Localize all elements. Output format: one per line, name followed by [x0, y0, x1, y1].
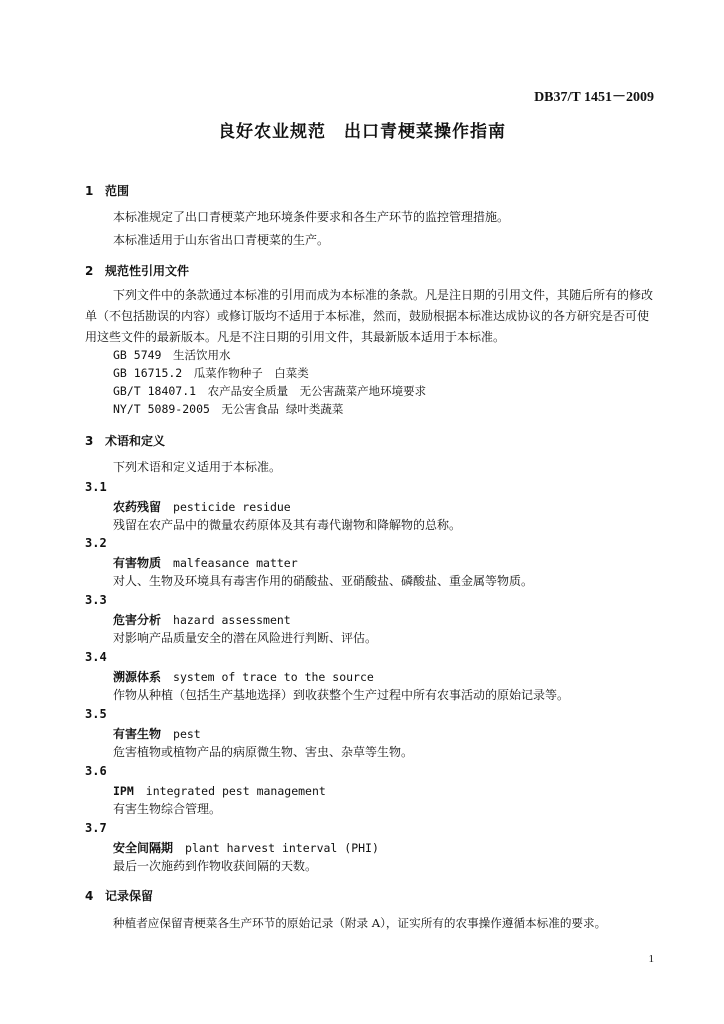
scope-paragraph-2: 本标准适用于山东省出口青梗菜的生产。 — [113, 233, 330, 247]
term-en: pesticide residue — [173, 500, 291, 514]
term-heading — [113, 611, 291, 628]
scope-paragraph-1: 本标准规定了出口青梗菜产地环境条件要求和各生产环节的监控管理措施。 — [113, 210, 510, 224]
section-title: 记录保留 — [105, 889, 154, 903]
term-en: system of trace to the source — [173, 670, 374, 684]
paragraph-text: 下列文件中的条款通过本标准的引用而成为本标准的条款。凡是注日期的引用文件，其随后所有的修改单（不包括勘误的内容）或修订版均不适用于本标准，然而，鼓励根据本标准达成协议的各方研究是否可使用这些文件的最新版本。凡是不注日期的引用文件，其最新版本适用于本标准。 — [85, 288, 654, 344]
reference-item: NY/T 5089-2005 无公害食品 绿叶类蔬菜 — [113, 402, 344, 416]
term-heading — [113, 554, 298, 571]
normative-references-paragraph — [85, 285, 657, 348]
document-title: 良好农业规范 出口青梗菜操作指南 — [218, 122, 506, 142]
section-4-heading — [85, 887, 153, 904]
section-title: 规范性引用文件 — [105, 264, 190, 278]
term-heading — [113, 782, 326, 799]
terms-intro: 下列术语和定义适用于本标准。 — [113, 460, 282, 474]
section-number: 4 — [85, 889, 94, 903]
term-number: 3.6 — [85, 764, 107, 778]
term-definition: 对影响产品质量安全的潜在风险进行判断、评估。 — [113, 631, 378, 645]
term-heading — [113, 668, 374, 685]
section-title: 术语和定义 — [105, 434, 166, 448]
term-definition: 作物从种植（包括生产基地选择）到收获整个生产过程中所有农事活动的原始记录等。 — [113, 688, 570, 702]
term-definition: 危害植物或植物产品的病原微生物、害虫、杂草等生物。 — [113, 745, 414, 759]
reference-item: GB 16715.2 瓜菜作物种子 白菜类 — [113, 366, 309, 380]
page-number: 1 — [648, 953, 654, 965]
term-heading — [113, 498, 291, 515]
term-zh: IPM — [113, 784, 134, 798]
term-number: 3.7 — [85, 821, 107, 835]
term-number: 3.2 — [85, 536, 107, 550]
term-zh: 有害物质 — [113, 556, 162, 570]
term-number: 3.4 — [85, 650, 107, 664]
term-zh: 有害生物 — [113, 727, 162, 741]
term-zh: 农药残留 — [113, 500, 162, 514]
reference-item: GB 5749 生活饮用水 — [113, 348, 231, 362]
term-definition: 残留在农产品中的微量农药原体及其有毒代谢物和降解物的总称。 — [113, 518, 462, 532]
term-en: plant harvest interval (PHI) — [185, 841, 379, 855]
term-zh: 溯源体系 — [113, 670, 162, 684]
term-definition: 对人、生物及环境具有毒害作用的硝酸盐、亚硝酸盐、磷酸盐、重金属等物质。 — [113, 574, 534, 588]
section-title: 范围 — [105, 184, 130, 198]
term-heading — [113, 839, 379, 856]
section-number: 3 — [85, 434, 94, 448]
term-definition: 有害生物综合管理。 — [113, 802, 222, 816]
section-number: 1 — [85, 184, 94, 198]
term-en: integrated pest management — [145, 784, 326, 798]
term-number: 3.1 — [85, 480, 107, 494]
section-3-heading — [85, 432, 165, 449]
section-2-heading — [85, 262, 189, 279]
term-zh: 安全间隔期 — [113, 841, 174, 855]
term-heading — [113, 725, 201, 742]
term-number: 3.3 — [85, 593, 107, 607]
term-definition: 最后一次施药到作物收获间隔的天数。 — [113, 859, 318, 873]
standard-code: DB37/T 1451－2009 — [534, 90, 654, 105]
term-en: malfeasance matter — [173, 556, 298, 570]
term-en: pest — [173, 727, 201, 741]
reference-item: GB/T 18407.1 农产品安全质量 无公害蔬菜产地环境要求 — [113, 384, 427, 398]
section-number: 2 — [85, 264, 94, 278]
records-paragraph: 种植者应保留青梗菜各生产环节的原始记录（附录 A），证实所有的农事操作遵循本标准的要求。 — [113, 916, 607, 930]
term-zh: 危害分析 — [113, 613, 162, 627]
term-number: 3.5 — [85, 707, 107, 721]
section-1-heading — [85, 182, 129, 199]
term-en: hazard assessment — [173, 613, 291, 627]
